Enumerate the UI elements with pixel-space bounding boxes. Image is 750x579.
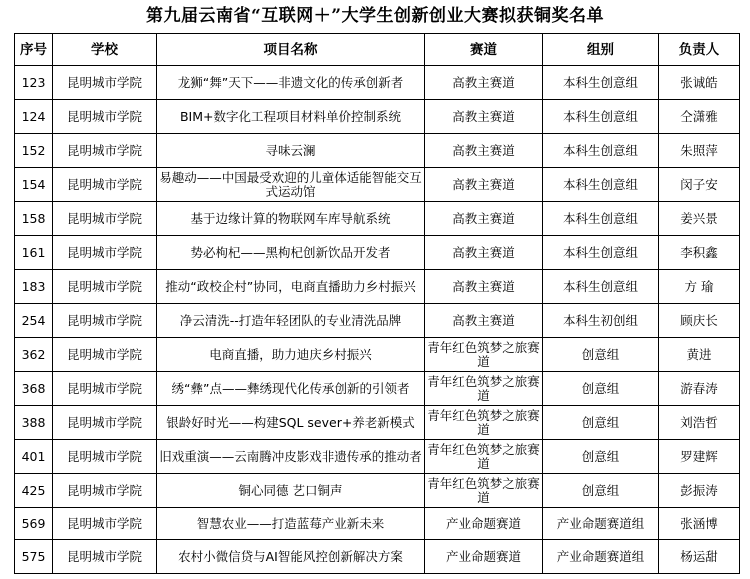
table-row <box>15 508 740 540</box>
cell-track: 高教主赛道 <box>425 202 543 236</box>
cell-leader: 刘浩哲 <box>659 406 740 440</box>
table-header-row <box>15 34 740 66</box>
table-row <box>15 168 740 202</box>
cell-school: 昆明城市学院 <box>53 168 157 202</box>
cell-track: 青年红色筑梦之旅赛道 <box>425 372 543 406</box>
cell-school: 昆明城市学院 <box>53 236 157 270</box>
cell-project: 净云清洗--打造年轻团队的专业清洗品牌 <box>157 304 425 338</box>
cell-no: 254 <box>15 304 53 338</box>
cell-school: 昆明城市学院 <box>53 304 157 338</box>
award-table <box>14 33 740 574</box>
cell-track: 高教主赛道 <box>425 100 543 134</box>
cell-no: 362 <box>15 338 53 372</box>
cell-project: 易趣动——中国最受欢迎的儿童体适能智能交互式运动馆 <box>157 168 425 202</box>
cell-group: 本科生创意组 <box>543 168 659 202</box>
cell-project: BIM+数字化工程项目材料单价控制系统 <box>157 100 425 134</box>
cell-group: 本科生创意组 <box>543 66 659 100</box>
cell-no: 388 <box>15 406 53 440</box>
cell-no: 161 <box>15 236 53 270</box>
cell-track: 产业命题赛道 <box>425 508 543 540</box>
cell-school: 昆明城市学院 <box>53 134 157 168</box>
cell-project: 势必枸杞——黑枸杞创新饮品开发者 <box>157 236 425 270</box>
cell-school: 昆明城市学院 <box>53 202 157 236</box>
cell-school: 昆明城市学院 <box>53 270 157 304</box>
cell-school: 昆明城市学院 <box>53 100 157 134</box>
cell-leader: 彭振涛 <box>659 474 740 508</box>
table-row <box>15 236 740 270</box>
cell-no: 123 <box>15 66 53 100</box>
cell-leader: 张诚皓 <box>659 66 740 100</box>
table-row <box>15 202 740 236</box>
cell-project: 铜心同德 艺口铜声 <box>157 474 425 508</box>
cell-project: 绣“彝”点——彝绣现代化传承创新的引领者 <box>157 372 425 406</box>
cell-no: 575 <box>15 540 53 574</box>
cell-track: 高教主赛道 <box>425 270 543 304</box>
cell-group: 创意组 <box>543 474 659 508</box>
table-row <box>15 304 740 338</box>
cell-school: 昆明城市学院 <box>53 66 157 100</box>
table-row <box>15 406 740 440</box>
cell-track: 青年红色筑梦之旅赛道 <box>425 474 543 508</box>
cell-leader: 顾庆长 <box>659 304 740 338</box>
cell-leader: 黄进 <box>659 338 740 372</box>
cell-no: 154 <box>15 168 53 202</box>
cell-track: 高教主赛道 <box>425 304 543 338</box>
cell-leader: 张涵博 <box>659 508 740 540</box>
table-row <box>15 474 740 508</box>
table-row <box>15 540 740 574</box>
cell-no: 152 <box>15 134 53 168</box>
cell-no: 158 <box>15 202 53 236</box>
cell-track: 高教主赛道 <box>425 134 543 168</box>
cell-school: 昆明城市学院 <box>53 338 157 372</box>
header-no: 序号 <box>15 34 53 66</box>
cell-leader: 仝潇雅 <box>659 100 740 134</box>
cell-track: 高教主赛道 <box>425 168 543 202</box>
cell-school: 昆明城市学院 <box>53 406 157 440</box>
document-title: 第九届云南省“互联网＋”大学生创新创业大赛拟获铜奖名单 <box>145 6 605 26</box>
cell-group: 创意组 <box>543 372 659 406</box>
cell-project: 基于边缘计算的物联网车库导航系统 <box>157 202 425 236</box>
table-row <box>15 66 740 100</box>
cell-leader: 姜兴景 <box>659 202 740 236</box>
cell-school: 昆明城市学院 <box>53 508 157 540</box>
cell-track: 青年红色筑梦之旅赛道 <box>425 406 543 440</box>
cell-track: 青年红色筑梦之旅赛道 <box>425 440 543 474</box>
cell-leader: 朱照萍 <box>659 134 740 168</box>
cell-project: 旧戏重演——云南腾冲皮影戏非遗传承的推动者 <box>157 440 425 474</box>
cell-track: 高教主赛道 <box>425 66 543 100</box>
header-group: 组别 <box>543 34 659 66</box>
cell-project: 银龄好时光——构建SQL sever+养老新模式 <box>157 406 425 440</box>
cell-group: 创意组 <box>543 440 659 474</box>
cell-track: 青年红色筑梦之旅赛道 <box>425 338 543 372</box>
cell-group: 创意组 <box>543 406 659 440</box>
cell-leader: 闵子安 <box>659 168 740 202</box>
cell-group: 本科生创意组 <box>543 236 659 270</box>
cell-group: 产业命题赛道组 <box>543 540 659 574</box>
cell-project: 推动“政校企村”协同，电商直播助力乡村振兴 <box>157 270 425 304</box>
cell-no: 569 <box>15 508 53 540</box>
cell-project: 智慧农业——打造蓝莓产业新未来 <box>157 508 425 540</box>
cell-leader: 杨运甜 <box>659 540 740 574</box>
cell-leader: 方 瑜 <box>659 270 740 304</box>
cell-group: 本科生创意组 <box>543 134 659 168</box>
cell-track: 产业命题赛道 <box>425 540 543 574</box>
cell-project: 农村小微信贷与AI智能风控创新解决方案 <box>157 540 425 574</box>
table-row <box>15 134 740 168</box>
table-row <box>15 372 740 406</box>
cell-group: 本科生初创组 <box>543 304 659 338</box>
cell-group: 本科生创意组 <box>543 202 659 236</box>
header-project: 项目名称 <box>157 34 425 66</box>
cell-school: 昆明城市学院 <box>53 474 157 508</box>
cell-school: 昆明城市学院 <box>53 372 157 406</box>
header-track: 赛道 <box>425 34 543 66</box>
header-leader: 负责人 <box>659 34 740 66</box>
cell-no: 425 <box>15 474 53 508</box>
table-row <box>15 338 740 372</box>
cell-group: 创意组 <box>543 338 659 372</box>
cell-group: 本科生创意组 <box>543 100 659 134</box>
cell-no: 124 <box>15 100 53 134</box>
cell-no: 183 <box>15 270 53 304</box>
cell-leader: 游春涛 <box>659 372 740 406</box>
table-row <box>15 100 740 134</box>
cell-project: 电商直播，助力迪庆乡村振兴 <box>157 338 425 372</box>
cell-no: 368 <box>15 372 53 406</box>
cell-project: 龙狮“舞”天下——非遗文化的传承创新者 <box>157 66 425 100</box>
header-school: 学校 <box>53 34 157 66</box>
cell-group: 本科生创意组 <box>543 270 659 304</box>
table-row <box>15 270 740 304</box>
cell-leader: 李积鑫 <box>659 236 740 270</box>
cell-leader: 罗建辉 <box>659 440 740 474</box>
table-row <box>15 440 740 474</box>
cell-project: 寻味云澜 <box>157 134 425 168</box>
cell-track: 高教主赛道 <box>425 236 543 270</box>
cell-school: 昆明城市学院 <box>53 440 157 474</box>
cell-group: 产业命题赛道组 <box>543 508 659 540</box>
cell-school: 昆明城市学院 <box>53 540 157 574</box>
cell-no: 401 <box>15 440 53 474</box>
